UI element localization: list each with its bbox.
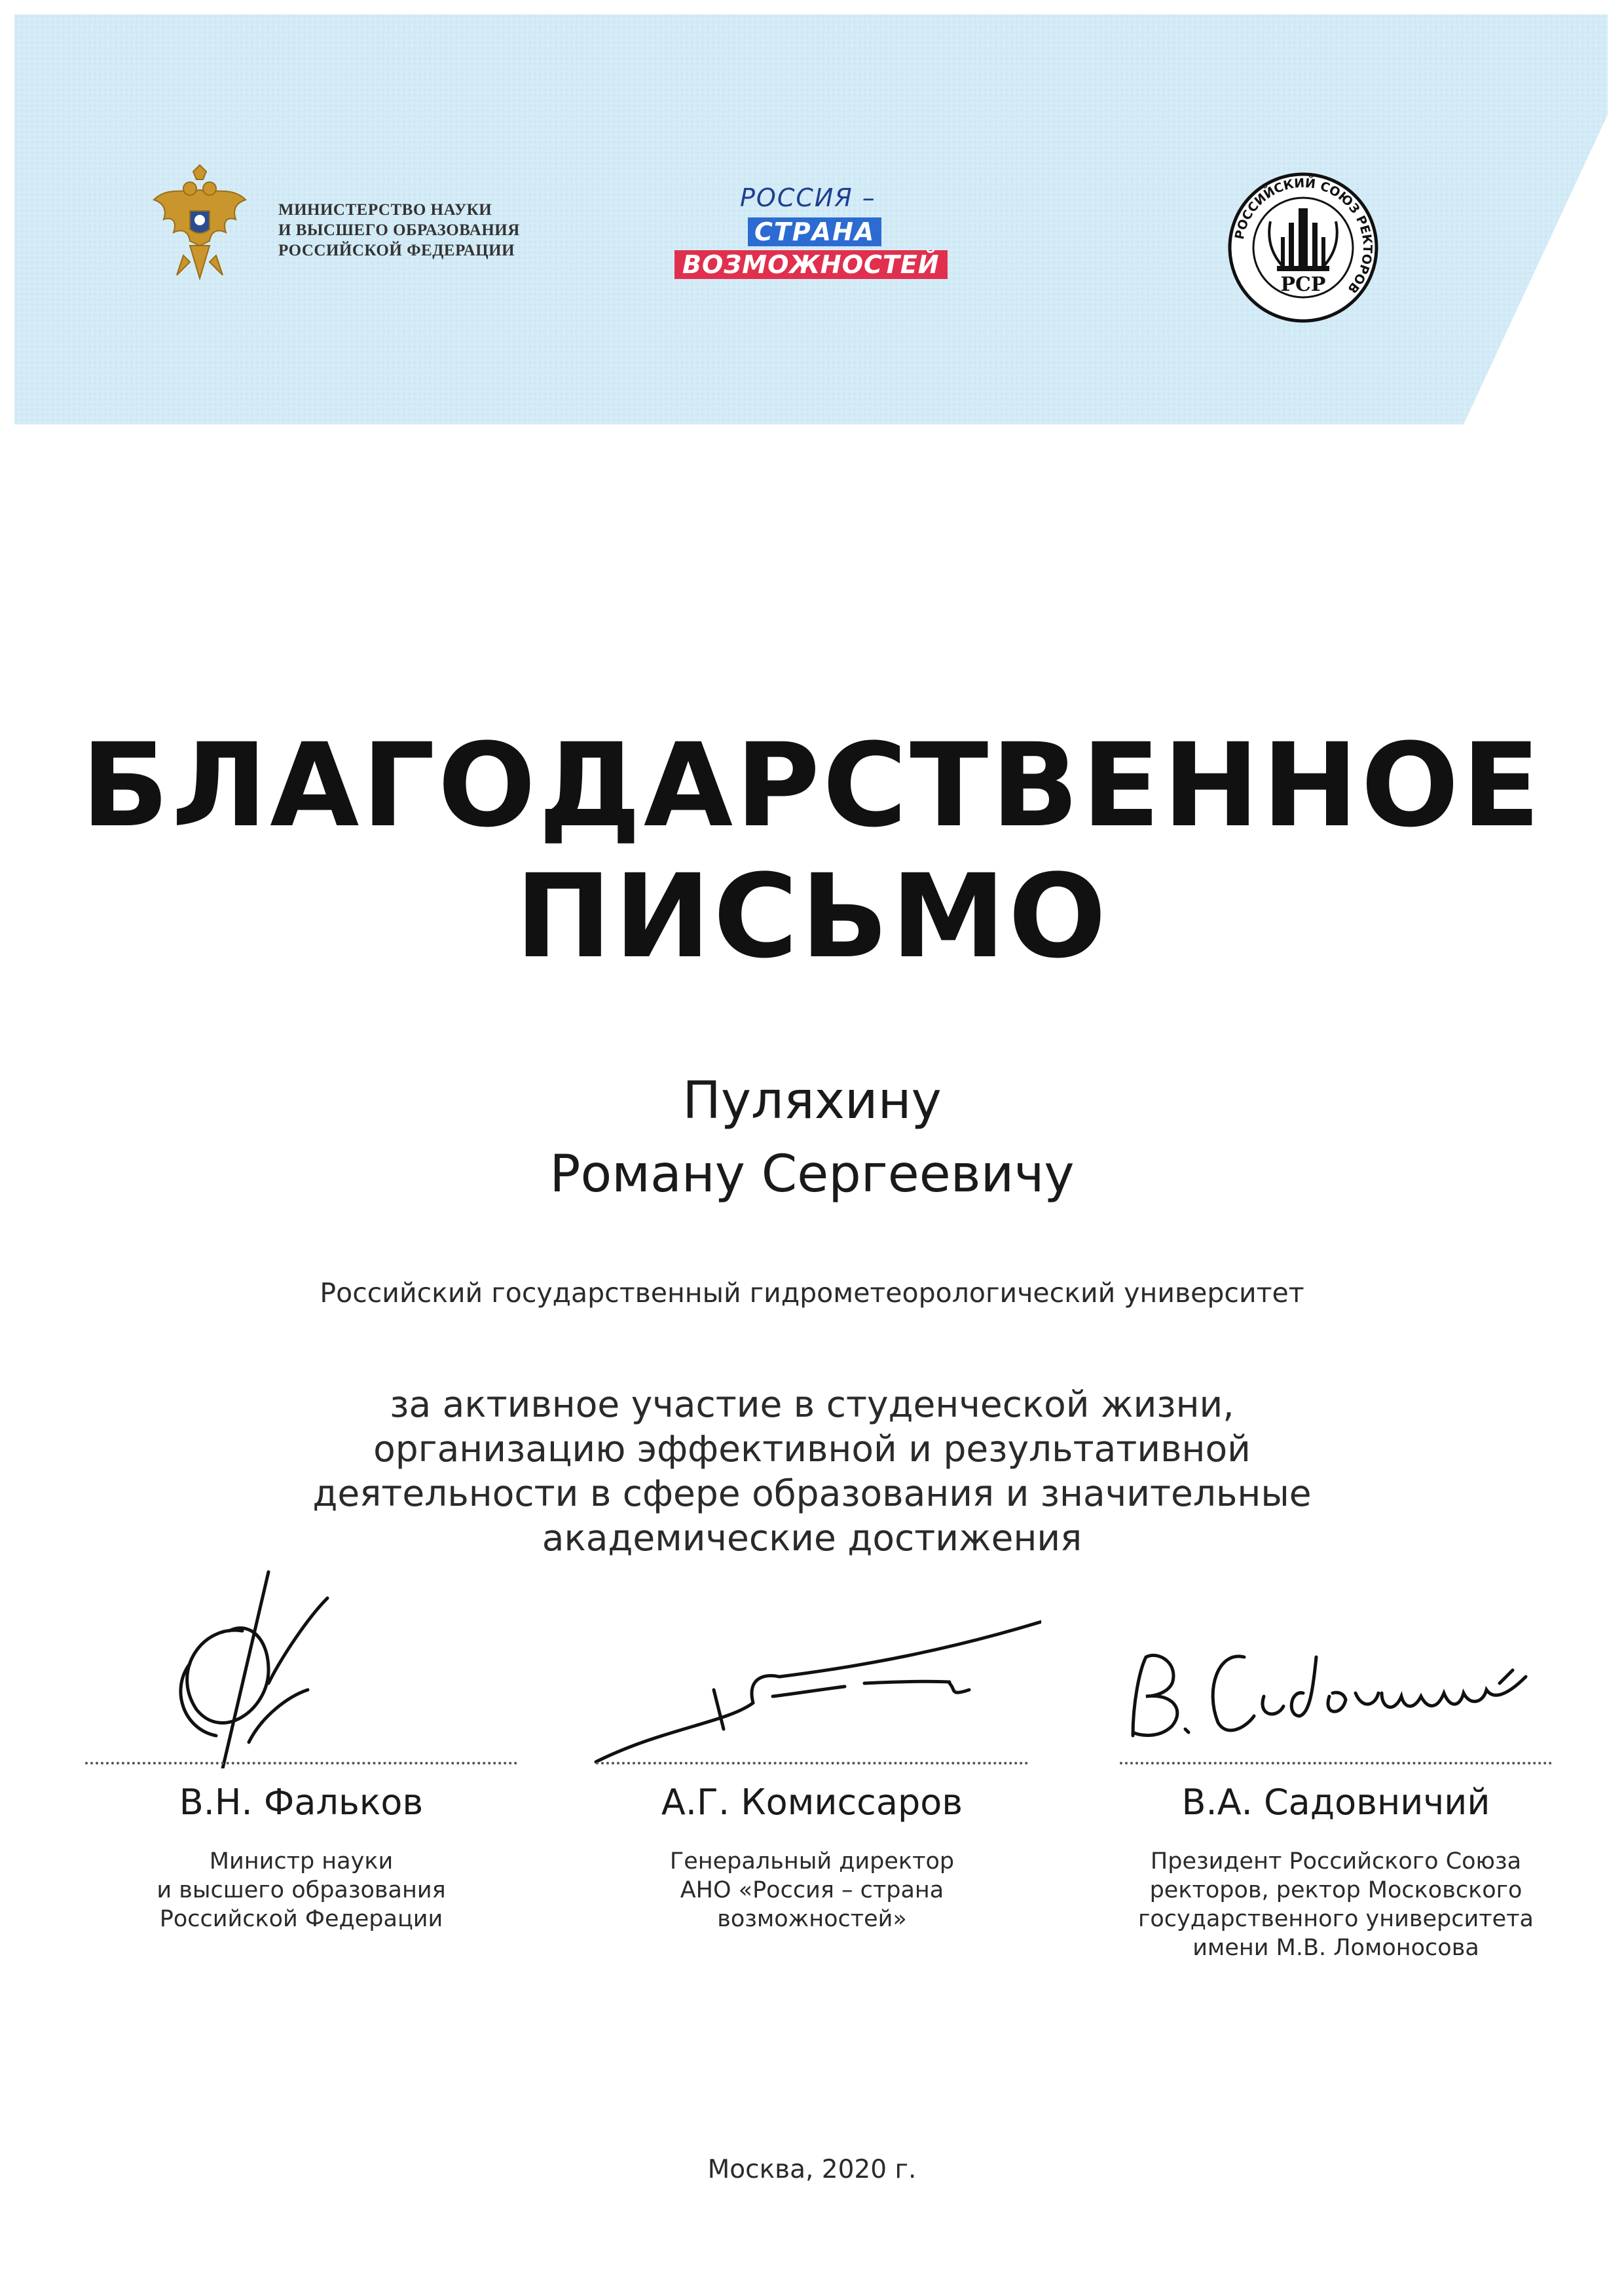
recipient-given-names: Роману Сергеевичу	[549, 1145, 1075, 1204]
coat-of-arms-icon	[138, 164, 262, 288]
title-line-1: БЛАГОДАРСТВЕННОЕ	[81, 718, 1543, 853]
signature-falkov	[72, 1559, 530, 1768]
signature-line	[85, 1762, 517, 1764]
signer-role: Генеральный директор АНО «Россия – страна возможностей»	[669, 1848, 955, 1932]
signature-line	[596, 1762, 1028, 1764]
recipient-name	[0, 1064, 1624, 1211]
award-reason: за активное участие в студенческой жизни, организацию эффективной и результативной деятельности в сфере образования и значительные академические достижения	[312, 1383, 1312, 1559]
title-line-2: ПИСЬМО	[515, 849, 1109, 984]
signature-line	[1120, 1762, 1552, 1764]
recipient-surname: Пуляхину	[682, 1072, 942, 1130]
signature-komissarov	[583, 1559, 1041, 1768]
ministry-logo	[138, 164, 544, 282]
rectors-union-seal	[1225, 169, 1382, 326]
document-title	[0, 720, 1624, 982]
university-name: Российский государственный гидрометеорологический университет	[320, 1277, 1304, 1309]
rsv-line-3: ВОЗМОЖНОСТЕЙ	[674, 250, 948, 279]
rsr-abbr: РСР	[1280, 273, 1326, 296]
signer-name: В.А. Садовничий	[1181, 1782, 1490, 1823]
signer-komissarov	[583, 1559, 1041, 2004]
signer-falkov	[72, 1559, 530, 2004]
ministry-name: МИНИСТЕРСТВО НАУКИ И ВЫСШЕГО ОБРАЗОВАНИЯ РОССИЙСКОЙ ФЕДЕРАЦИИ	[278, 201, 520, 259]
rsv-line-2: СТРАНА	[748, 217, 881, 246]
rsr-ring-text: РОССИЙСКИЙ СОЮЗ РЕКТОРОВ	[1232, 176, 1375, 296]
signer-name: А.Г. Комиссаров	[661, 1782, 963, 1823]
signer-name: В.Н. Фальков	[179, 1782, 424, 1823]
place-and-date: Москва, 2020 г.	[707, 2155, 917, 2184]
rsv-line-1: РОССИЯ –	[740, 183, 876, 212]
russia-land-of-opportunity-logo	[674, 176, 950, 293]
signature-sadovnichy	[1107, 1559, 1565, 1768]
signer-role: Министр науки и высшего образования Российской Федерации	[157, 1848, 446, 1932]
signer-sadovnichy	[1107, 1559, 1565, 2004]
signer-role: Президент Российского Союза ректоров, ректор Московского государственного университета имени М.В. Ломоносова	[1138, 1848, 1534, 1961]
